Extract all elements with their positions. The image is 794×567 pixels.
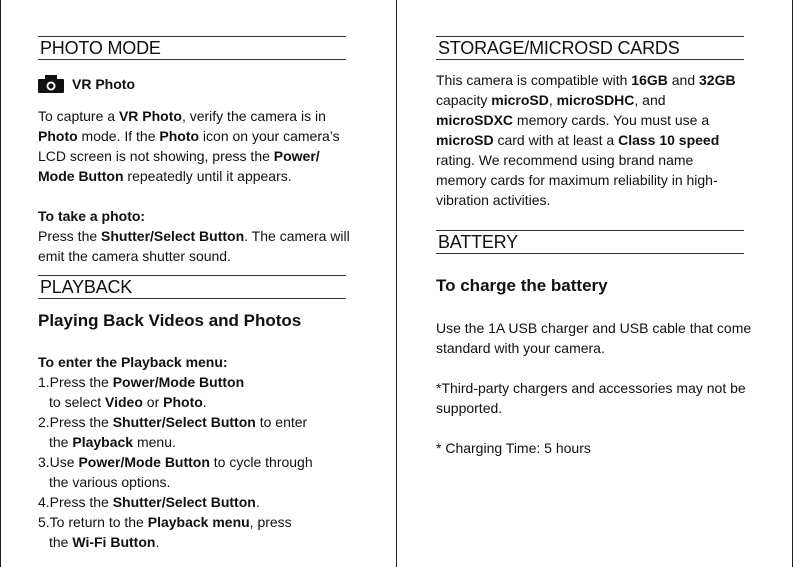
bold-term: VR Photo — [118, 108, 182, 124]
text-run: 1.Press the — [38, 374, 113, 390]
text-run: . — [202, 394, 207, 410]
playback-step-line — [38, 492, 358, 512]
text-run: . — [255, 494, 260, 510]
bold-term: Power/Mode Button — [78, 454, 210, 470]
text-run: to cycle through — [209, 454, 313, 470]
text-run: 3.Use — [38, 454, 79, 470]
photo-mode-heading: PHOTO MODE — [38, 36, 346, 60]
bold-term: Shutter/Select Button — [112, 494, 256, 510]
bold-term: 16GB — [631, 72, 668, 88]
battery-usb-paragraph: Use the 1A USB charger and USB cable that come standard with your camera. — [436, 320, 752, 356]
storage-heading: STORAGE/MICROSD CARDS — [436, 36, 744, 60]
bold-term: Shutter/Select Button — [101, 228, 245, 244]
storage-paragraph — [436, 70, 736, 210]
playback-subtitle: Playing Back Videos and Photos — [38, 311, 302, 330]
text-run: Press the — [38, 228, 102, 244]
bold-term: Photo — [38, 128, 78, 144]
text-run: , verify the camera is in — [181, 108, 326, 124]
text-run: This camera is compatible with — [436, 72, 632, 88]
bold-term: Wi-Fi Button — [72, 534, 156, 550]
text-run: the — [49, 534, 73, 550]
playback-step-line — [38, 412, 358, 432]
battery-third-party-note: *Third-party chargers and accessories may not be supported. — [436, 380, 746, 416]
text-run: 2.Press the — [38, 414, 113, 430]
playback-step-line — [38, 372, 358, 392]
playback-step-line — [38, 452, 358, 472]
playback-steps — [38, 372, 358, 552]
page-border-right — [792, 0, 793, 567]
bold-term: microSD — [436, 132, 494, 148]
bold-term: Power/ Mode Button — [38, 148, 320, 184]
playback-step-line — [38, 432, 358, 452]
text-run: and — [667, 72, 700, 88]
playback-step-line — [38, 532, 358, 552]
playback-step-line — [38, 472, 358, 492]
text-run: to select — [49, 394, 106, 410]
take-photo-title: To take a photo: — [38, 208, 146, 224]
vr-photo-row — [38, 74, 135, 94]
battery-charging-time: * Charging Time: 5 hours — [436, 440, 591, 456]
text-run: memory cards. You must use a — [513, 112, 710, 128]
photo-mode-paragraph — [38, 106, 358, 186]
text-run: To capture a — [38, 108, 119, 124]
bold-term: Power/Mode Button — [112, 374, 245, 390]
camera-icon — [38, 75, 64, 93]
text-run: 5.To return to the — [38, 514, 148, 530]
text-run: the — [49, 434, 73, 450]
bold-term: Video — [105, 394, 143, 410]
page-border-left — [0, 0, 1, 567]
battery-subtitle: To charge the battery — [436, 276, 608, 295]
text-run: icon on your camera’s LCD screen is not showing, press the — [38, 128, 340, 164]
bold-term: microSDHC — [556, 92, 635, 108]
bold-term: Photo — [159, 128, 200, 144]
bold-term: Class 10 speed — [618, 132, 720, 148]
text-run: , and — [634, 92, 666, 108]
text-run: rating. We recommend using brand name memory cards for maximum reliability in high-vibration activities. — [436, 152, 718, 208]
text-run: . — [155, 534, 160, 550]
text-run: to enter — [255, 414, 308, 430]
text-run: menu. — [133, 434, 176, 450]
bold-term: Playback — [72, 434, 134, 450]
text-run: the various options. — [49, 474, 171, 490]
playback-step-line — [38, 512, 358, 532]
playback-step-line — [38, 392, 358, 412]
bold-term: 32GB — [699, 72, 736, 88]
text-run: card with at least a — [493, 132, 619, 148]
text-run: capacity — [436, 92, 492, 108]
text-run: mode. If the — [77, 128, 160, 144]
text-run: or — [142, 394, 164, 410]
text-run: 4.Press the — [38, 494, 113, 510]
playback-menu-title: To enter the Playback menu: — [38, 354, 228, 370]
bold-term: microSD — [491, 92, 549, 108]
bold-term: Playback menu — [147, 514, 250, 530]
bold-term: Shutter/Select Button — [112, 414, 256, 430]
text-run: , press — [249, 514, 292, 530]
text-run: repeatedly until it appears. — [123, 168, 292, 184]
bold-term: microSDXC — [436, 112, 514, 128]
battery-heading: BATTERY — [436, 230, 744, 254]
playback-heading: PLAYBACK — [38, 275, 346, 299]
text-run: , — [548, 92, 557, 108]
page-divider — [396, 0, 397, 567]
vr-photo-label: VR Photo — [72, 76, 135, 92]
take-photo-body — [38, 226, 350, 266]
text-run: . The camera will emit the camera shutter sound. — [38, 228, 350, 264]
bold-term: Photo — [163, 394, 203, 410]
